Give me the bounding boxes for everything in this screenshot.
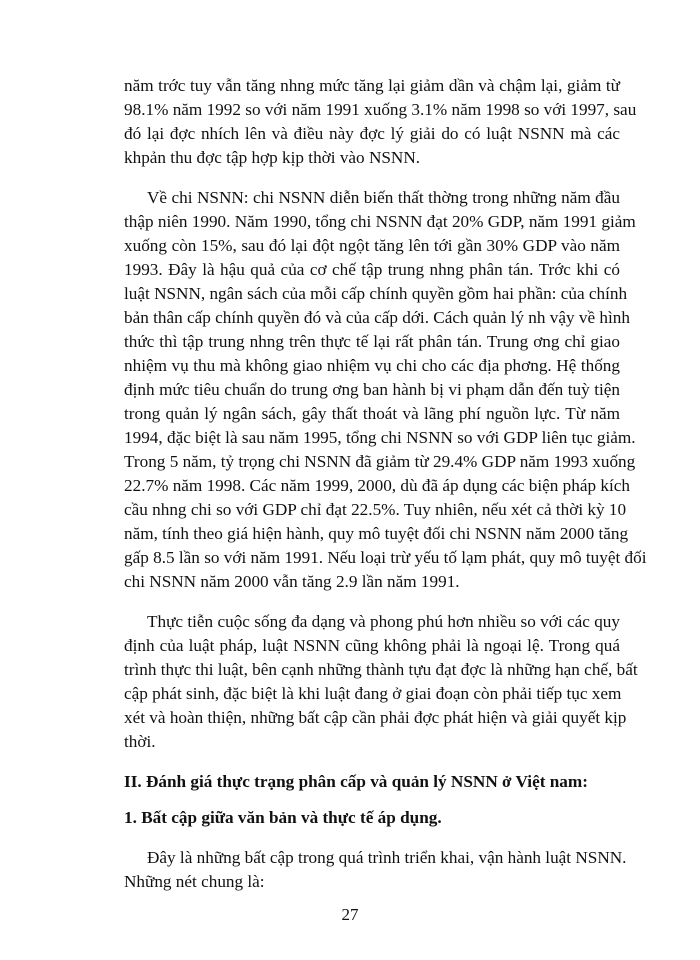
text-line: Đây là những bất cập trong quá trình triển khai, vận hành luật NSNN.	[147, 848, 627, 867]
text-line: thời.	[124, 732, 156, 751]
text-line: trình thực thi luật, bên cạnh những thành tựu đạt đợc là những hạn chế, bất	[124, 660, 638, 679]
text-line: Trong 5 năm, tỷ trọng chi NSNN đã giảm từ 29.4% GDP năm 1993 xuống	[124, 452, 636, 471]
text-line: xuống còn 15%, sau đó lại đột ngột tăng lên tới gần 30% GDP vào năm	[124, 236, 620, 255]
text-line: 98.1% năm 1992 so với năm 1991 xuống 3.1% năm 1998 so với 1997, sau	[124, 100, 637, 119]
text-line: định mức tiêu chuẩn do trung ơng ban hành bị vi phạm dẫn đến tuỳ tiện	[124, 380, 620, 399]
page-number: 27	[341, 905, 359, 924]
text-line: nhiệm vụ thu mà không giao nhiệm vụ chi cho các địa phơng. Hệ thống	[124, 356, 620, 375]
text-line: 1994, đặc biệt là sau năm 1995, tổng chi NSNN so với GDP liên tục giảm.	[124, 428, 636, 447]
subsection-heading: 1. Bất cập giữa văn bản và thực tế áp dụng.	[124, 808, 442, 827]
text-line: Những nét chung là:	[124, 872, 265, 891]
text-line: gấp 8.5 lần so với năm 1991. Nếu loại trừ yếu tố lạm phát, quy mô tuyệt đối	[124, 548, 647, 567]
text-line: năm trớc tuy vẫn tăng nhng mức tăng lại giảm dần và chậm lại, giảm từ	[124, 76, 620, 95]
text-line: 1993. Đây là hậu quả của cơ chế tập trung nhng phân tán. Trớc khi có	[124, 260, 620, 279]
text-line: Về chi NSNN: chi NSNN diễn biến thất thờng trong những năm đầu	[147, 188, 620, 207]
text-line: luật NSNN, ngân sách của mỗi cấp chính quyền gồm hai phần: của chính	[124, 284, 628, 303]
text-line: năm, tính theo giá hiện hành, quy mô tuyệt đối chi NSNN năm 2000 tăng	[124, 524, 629, 543]
text-line: thức thì tập trung nhng trên thực tế lại rất phân tán. Trung ơng chỉ giao	[124, 332, 620, 351]
text-line: cập phát sinh, đặc biệt là khi luật đang ở giai đoạn còn phải tiếp tục xem	[124, 684, 622, 703]
text-line: thập niên 1990. Năm 1990, tổng chi NSNN đạt 20% GDP, năm 1991 giảm	[124, 212, 636, 231]
text-line: trong quản lý ngân sách, gây thất thoát và lãng phí nguồn lực. Từ năm	[124, 404, 620, 423]
text-line: khpản thu đợc tập hợp kịp thời vào NSNN.	[124, 148, 421, 167]
text-line: định của luật pháp, luật NSNN cũng không phải là ngoại lệ. Trong quá	[124, 636, 620, 655]
text-line: cầu nhng chi so với GDP chỉ đạt 22.5%. Tuy nhiên, nếu xét cả thời kỳ 10	[124, 500, 627, 519]
text-line: đó lại đợc nhích lên và điều này đợc lý giải do có luật NSNN mà các	[124, 124, 620, 143]
section-heading: II. Đánh giá thực trạng phân cấp và quản lý NSNN ở Việt nam:	[124, 772, 588, 791]
text-line: xét và hoàn thiện, những bất cập cần phải đợc phát hiện và giải quyết kịp	[124, 708, 627, 727]
text-line: bản thân cấp chính quyền đó và của cấp dới. Cách quản lý nh vậy về hình	[124, 308, 630, 327]
text-line: 22.7% năm 1998. Các năm 1999, 2000, dù đã áp dụng các biện pháp kích	[124, 476, 630, 495]
text-line: Thực tiễn cuộc sống đa dạng và phong phú hơn nhiều so với các quy	[147, 612, 620, 631]
text-line: chi NSNN năm 2000 vẫn tăng 2.9 lần năm 1991.	[124, 572, 460, 591]
